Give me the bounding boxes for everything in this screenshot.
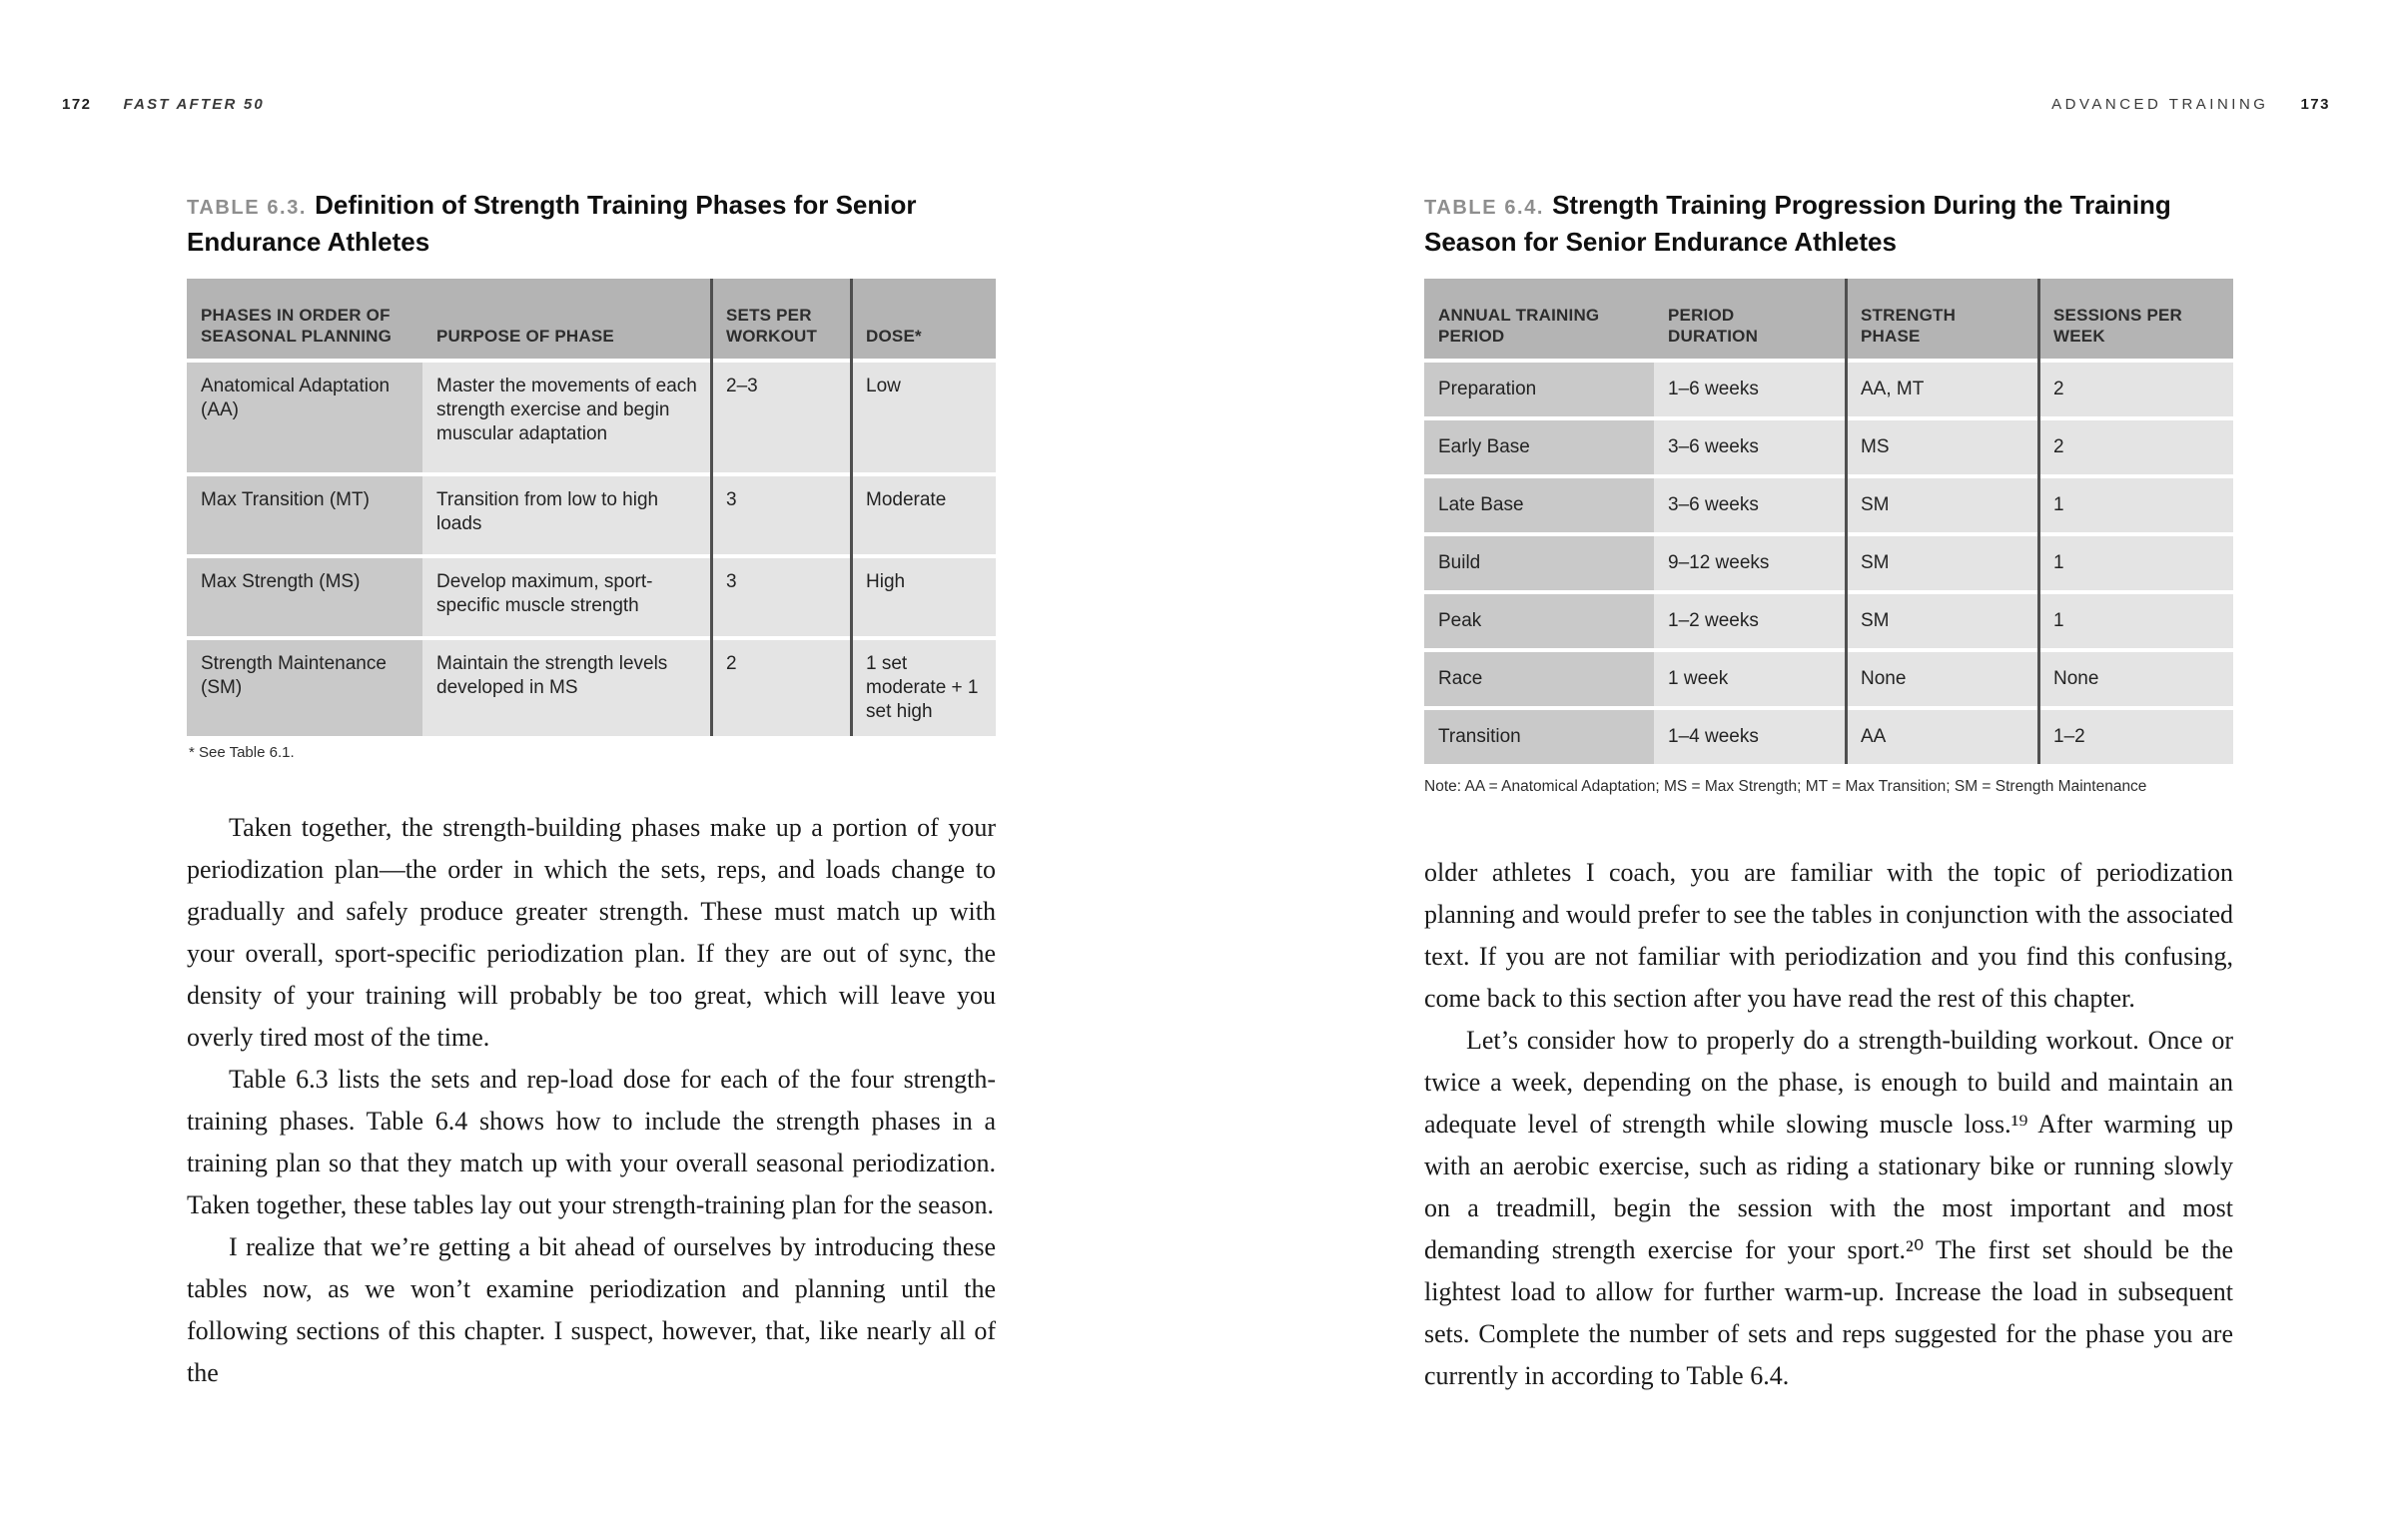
table-cell-phase: Strength Maintenance (SM) bbox=[187, 640, 422, 736]
table-cell-period: Peak bbox=[1424, 594, 1654, 648]
table-cell-period: Transition bbox=[1424, 710, 1654, 764]
table-row bbox=[1424, 420, 2233, 474]
table-cell-purpose: Transition from low to high loads bbox=[422, 476, 712, 554]
table-cell-dose: 1 set moderate + 1 set high bbox=[852, 640, 996, 736]
column-header-duration: PERIOD DURATION bbox=[1668, 306, 1759, 346]
table-cell-strength-phase: AA bbox=[1847, 710, 2039, 764]
paragraph: older athletes I coach, you are familiar with the topic of periodization planning and would prefer to see the tables in conjunction with the associated text. If you are not familiar with periodization and you find this confusing, come back to this section after you have read the rest of this chapter. bbox=[1424, 858, 2233, 1013]
table-cell-duration: 1–4 weeks bbox=[1654, 710, 1847, 764]
table-row bbox=[187, 363, 996, 472]
paragraph: Let’s consider how to properly do a strength-building workout. Once or twice a week, depending on the phase, is enough to build and maintain an adequate level of strength while slowing muscle loss.¹⁹ After warming up with an aerobic exercise, such as riding a stationary bike or running slowly on a treadmill, begin the session with the most important and most demanding strength exercise for your sport.²⁰ The first set should be the lightest load to allow for further warm-up. Increase the load in subsequent sets. Complete the number of sets and reps suggested for the phase you are currently in according to Table 6.4. bbox=[1424, 1026, 2233, 1390]
table-row bbox=[1424, 710, 2233, 764]
table-cell-strength-phase: SM bbox=[1847, 536, 2039, 590]
table-cell-duration: 3–6 weeks bbox=[1654, 478, 1847, 532]
table-6-4-title: Strength Training Progression During the Training Season for Senior Endurance Athletes bbox=[1424, 190, 2171, 257]
page-number-left: 172 bbox=[62, 96, 92, 113]
table-cell-strength-phase: SM bbox=[1847, 478, 2039, 532]
table-cell-purpose: Maintain the strength levels developed in MS bbox=[422, 640, 712, 736]
column-rule bbox=[2037, 279, 2040, 764]
left-body-text bbox=[187, 807, 996, 1394]
table-6-4-caption bbox=[1424, 188, 2233, 259]
column-rule bbox=[710, 279, 713, 736]
table-row bbox=[1424, 594, 2233, 648]
table-cell-dose: Low bbox=[852, 363, 996, 472]
table-cell-strength-phase: SM bbox=[1847, 594, 2039, 648]
page-number-right: 173 bbox=[2300, 96, 2330, 113]
table-cell-dose: Moderate bbox=[852, 476, 996, 554]
table-row bbox=[1424, 363, 2233, 416]
column-header-sets: SETS PER WORKOUT bbox=[726, 306, 818, 346]
table-cell-sessions: 1 bbox=[2039, 594, 2233, 648]
table-cell-sessions: 2 bbox=[2039, 420, 2233, 474]
table-row bbox=[1424, 652, 2233, 706]
table-6-3-footnote: * See Table 6.1. bbox=[189, 744, 295, 761]
table-cell-strength-phase: AA, MT bbox=[1847, 363, 2039, 416]
paragraph: I realize that we’re getting a bit ahead of ourselves by introducing these tables now, as we won’t examine periodization and planning until the following sections of this chapter. I suspect, however, that, like nearly all of the bbox=[187, 1232, 996, 1387]
paragraph: Taken together, the strength-building phases make up a portion of your periodization plan—the order in which the sets, reps, and loads change to gradually and safely produce greater strength. These must match up with your overall, sport-specific periodization plan. If they are out of sync, the density of your training will probably be too great, which will leave you overly tired most of the time. bbox=[187, 813, 996, 1052]
table-6-3-caption bbox=[187, 188, 996, 259]
column-header-sessions: SESSIONS PER WEEK bbox=[2053, 306, 2182, 346]
column-header-phases: PHASES IN ORDER OF SEASONAL PLANNING bbox=[201, 306, 393, 346]
table-row bbox=[187, 558, 996, 636]
table-cell-period: Race bbox=[1424, 652, 1654, 706]
page-right bbox=[1198, 0, 2396, 1540]
book-title: FAST AFTER 50 bbox=[123, 96, 265, 113]
table-6-3-header-row bbox=[187, 279, 996, 359]
table-cell-sets: 3 bbox=[712, 558, 852, 636]
column-header-period: ANNUAL TRAINING PERIOD bbox=[1438, 306, 1600, 346]
table-6-4 bbox=[1424, 279, 2233, 764]
table-cell-sessions: 2 bbox=[2039, 363, 2233, 416]
table-6-4-label: TABLE 6.4. bbox=[1424, 197, 1545, 219]
table-cell-strength-phase: MS bbox=[1847, 420, 2039, 474]
table-6-4-note: Note: AA = Anatomical Adaptation; MS = Max Strength; MT = Max Transition; SM = Strength Maintenance bbox=[1424, 778, 2147, 795]
left-content-column bbox=[187, 188, 996, 1394]
table-row bbox=[1424, 478, 2233, 532]
table-row bbox=[1424, 536, 2233, 590]
paragraph: Table 6.3 lists the sets and rep-load dose for each of the four strength-training phases. Table 6.4 shows how to include the strength phases in a training plan so that they match up with your overall seasonal periodization. Taken together, these tables lay out your strength-training plan for the season. bbox=[187, 1065, 996, 1219]
table-cell-sessions: 1–2 bbox=[2039, 710, 2233, 764]
right-body-text bbox=[1424, 852, 2233, 1397]
column-header-strength-phase: STRENGTH PHASE bbox=[1861, 306, 1957, 346]
table-6-3 bbox=[187, 279, 996, 736]
table-cell-duration: 9–12 weeks bbox=[1654, 536, 1847, 590]
table-cell-sets: 3 bbox=[712, 476, 852, 554]
table-6-4-header-row bbox=[1424, 279, 2233, 359]
table-cell-phase: Anatomical Adaptation (AA) bbox=[187, 363, 422, 472]
table-cell-purpose: Develop maximum, sport-specific muscle strength bbox=[422, 558, 712, 636]
table-row bbox=[187, 476, 996, 554]
table-cell-purpose: Master the movements of each strength exercise and begin muscular adaptation bbox=[422, 363, 712, 472]
running-head-left bbox=[62, 96, 265, 113]
table-6-3-title: Definition of Strength Training Phases for Senior Endurance Athletes bbox=[187, 190, 917, 257]
table-cell-duration: 1–2 weeks bbox=[1654, 594, 1847, 648]
table-cell-sessions: 1 bbox=[2039, 478, 2233, 532]
table-cell-sets: 2–3 bbox=[712, 363, 852, 472]
table-cell-dose: High bbox=[852, 558, 996, 636]
running-head-right bbox=[2051, 96, 2330, 113]
chapter-title: ADVANCED TRAINING bbox=[2051, 96, 2269, 113]
table-cell-strength-phase: None bbox=[1847, 652, 2039, 706]
table-cell-phase: Max Transition (MT) bbox=[187, 476, 422, 554]
table-cell-sets: 2 bbox=[712, 640, 852, 736]
table-row bbox=[187, 640, 996, 736]
right-content-column bbox=[1424, 188, 2233, 1397]
table-cell-period: Build bbox=[1424, 536, 1654, 590]
table-6-3-label: TABLE 6.3. bbox=[187, 197, 308, 219]
table-cell-period: Late Base bbox=[1424, 478, 1654, 532]
column-header-dose: DOSE* bbox=[866, 327, 922, 346]
table-cell-sessions: None bbox=[2039, 652, 2233, 706]
column-rule bbox=[850, 279, 853, 736]
column-header-purpose: PURPOSE OF PHASE bbox=[436, 327, 614, 346]
table-cell-duration: 3–6 weeks bbox=[1654, 420, 1847, 474]
table-cell-phase: Max Strength (MS) bbox=[187, 558, 422, 636]
column-rule bbox=[1845, 279, 1848, 764]
table-cell-sessions: 1 bbox=[2039, 536, 2233, 590]
table-cell-period: Early Base bbox=[1424, 420, 1654, 474]
table-cell-duration: 1 week bbox=[1654, 652, 1847, 706]
table-cell-period: Preparation bbox=[1424, 363, 1654, 416]
table-cell-duration: 1–6 weeks bbox=[1654, 363, 1847, 416]
